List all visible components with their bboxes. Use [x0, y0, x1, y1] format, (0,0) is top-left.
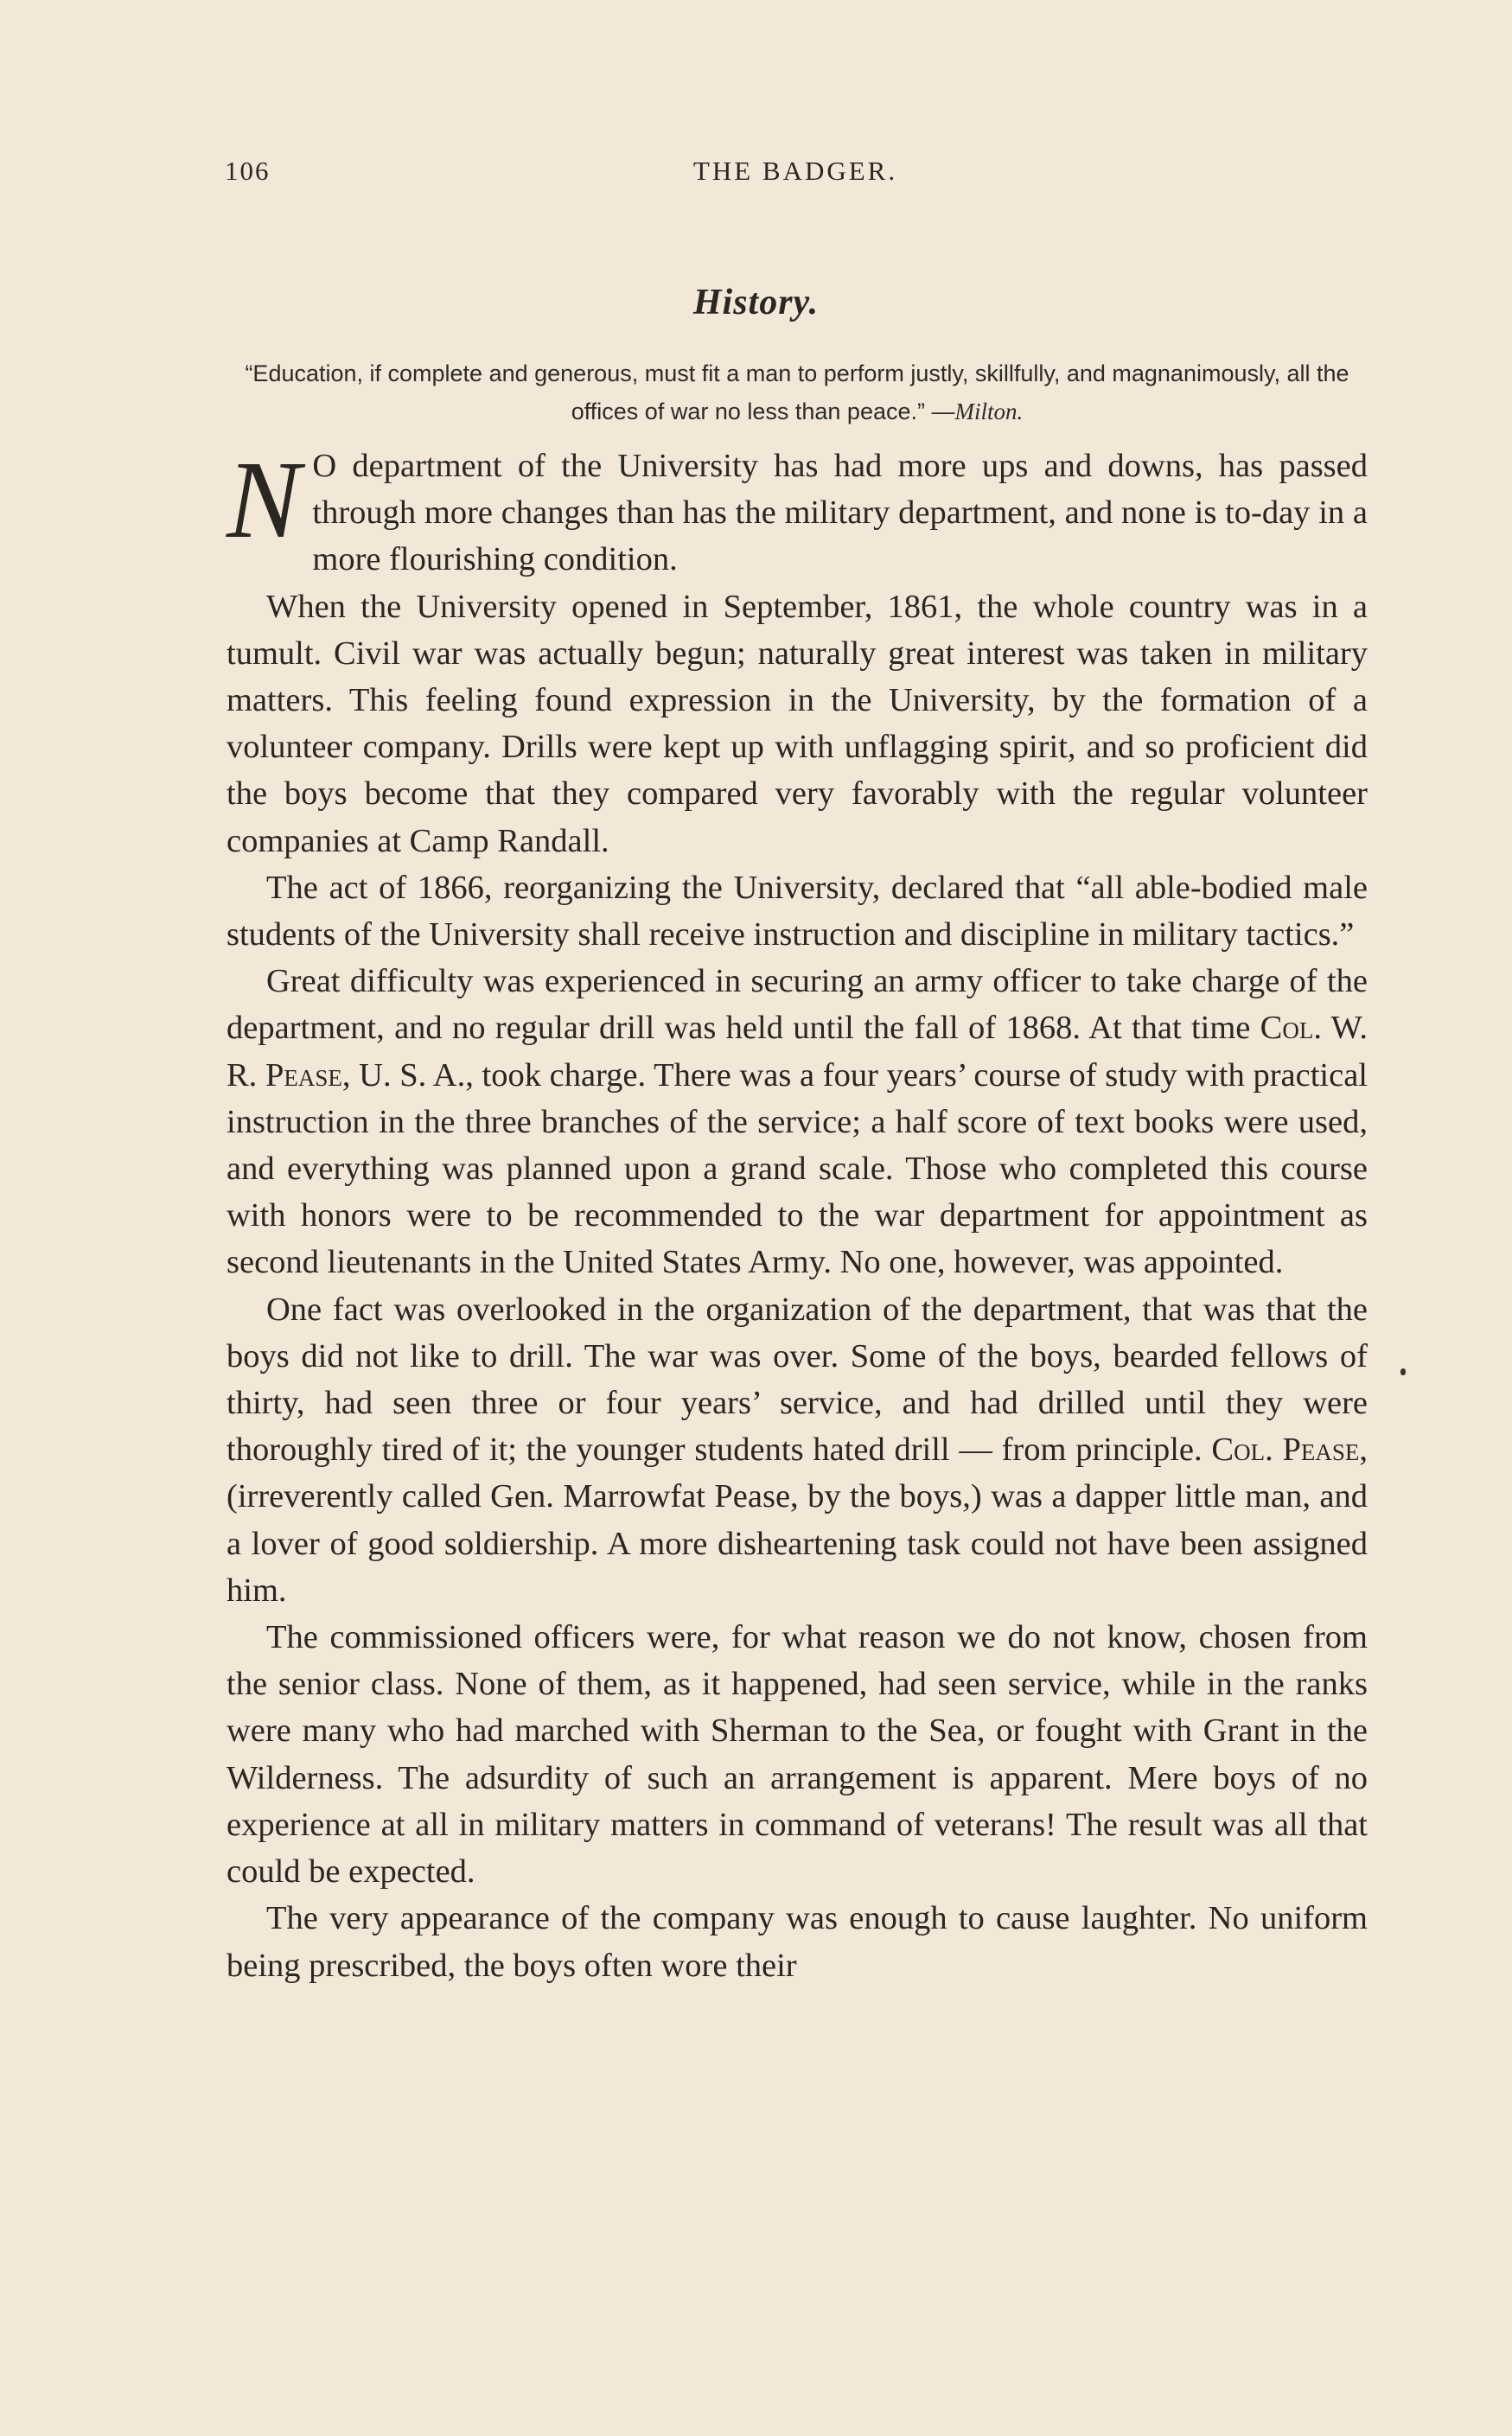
paragraph-1 [226, 438, 1368, 583]
paragraph-6: The commissioned officers were, for what reason we do not know, chosen from the senior class. None of them, as it happened, had seen service, while in the ranks were many who had marched with Sherman to the Sea, or fought with Grant in the Wilderness. The adsurdity of such an arrangement is apparent. Mere boys of no experience at all in military matters in command of veterans! The result was all that could be expected. [226, 1619, 1368, 1891]
epigraph-attribution: Milton. [954, 399, 1024, 424]
paragraph-5-text-a: One fact was overlooked in the organization of the department, that was that the boys did not like to drill. The war was over. Some of the boys, bearded fellows of thirty, had seen three or four years’ service, and had drilled until they were thoroughly tired of it; the younger students hated drill — from principle. [226, 1291, 1368, 1469]
section-title: History. [692, 283, 820, 322]
epigraph [226, 354, 1368, 430]
paragraph-5 [226, 1286, 1368, 1614]
running-title: THE BADGER. [692, 156, 898, 186]
paragraph-4-text-a: Great difficulty was experienced in securing an army officer to take charge of the department, and no regular drill was held until the fall of 1868. At that time [226, 963, 1368, 1047]
paragraph-3: The act of 1866, reorganizing the University, declared that “all able-bodied male students of the University shall receive instruction and discipline in military tactics.” [226, 869, 1368, 953]
article-body [226, 438, 1368, 1989]
page-number: 106 [225, 156, 271, 186]
paragraph-7: The very appearance of the company was enough to cause laughter. No uniform being prescribed, the boys often wore their [226, 1900, 1368, 1984]
drop-cap: N [226, 438, 301, 561]
epigraph-quote: “Education, if complete and generous, must fit a man to perform justly, skillfully, and magnanimously, all the offices of war no less than peace.” — [245, 360, 1349, 424]
running-head [225, 156, 1366, 194]
officer-name: Col. W. R. Pease, U. S. A. [226, 1010, 1368, 1094]
paragraph-4-text-b: , took charge. There was a four years’ course of study with practical instruction in the three branches of the service; a half score of text books were used, and everything was planned upon a grand scale. Those who completed this course with honors were to be recommended to the war department for appointment as second lieutenants in the United States Army. No one, however, was appointed. [226, 1056, 1368, 1281]
ink-speck [1400, 1368, 1406, 1375]
paragraph-1-text: O department of the University has had more ups and downs, has passed through more changes than has the military department, and none is to-day in a more flourishing condition. [312, 448, 1368, 578]
officer-name-2: Col. Pease, [1211, 1432, 1368, 1469]
paragraph-2: When the University opened in September, 1861, the whole country was in a tumult. Civil war was actually begun; naturally great interest was taken in military matters. This feeling found expression in the University, by the formation of a volunteer company. Drills were kept up with unflagging spirit, and so proficient did the boys become that they compared very favorably with the regular volunteer companies at Camp Randall. [226, 588, 1368, 859]
paragraph-5-text-b: (irreverently called Gen. Marrowfat Pease, by the boys,) was a dapper little man, and a lover of good soldiership. A more disheartening task could not have been assigned him. [226, 1478, 1368, 1609]
paragraph-4 [226, 958, 1368, 1285]
